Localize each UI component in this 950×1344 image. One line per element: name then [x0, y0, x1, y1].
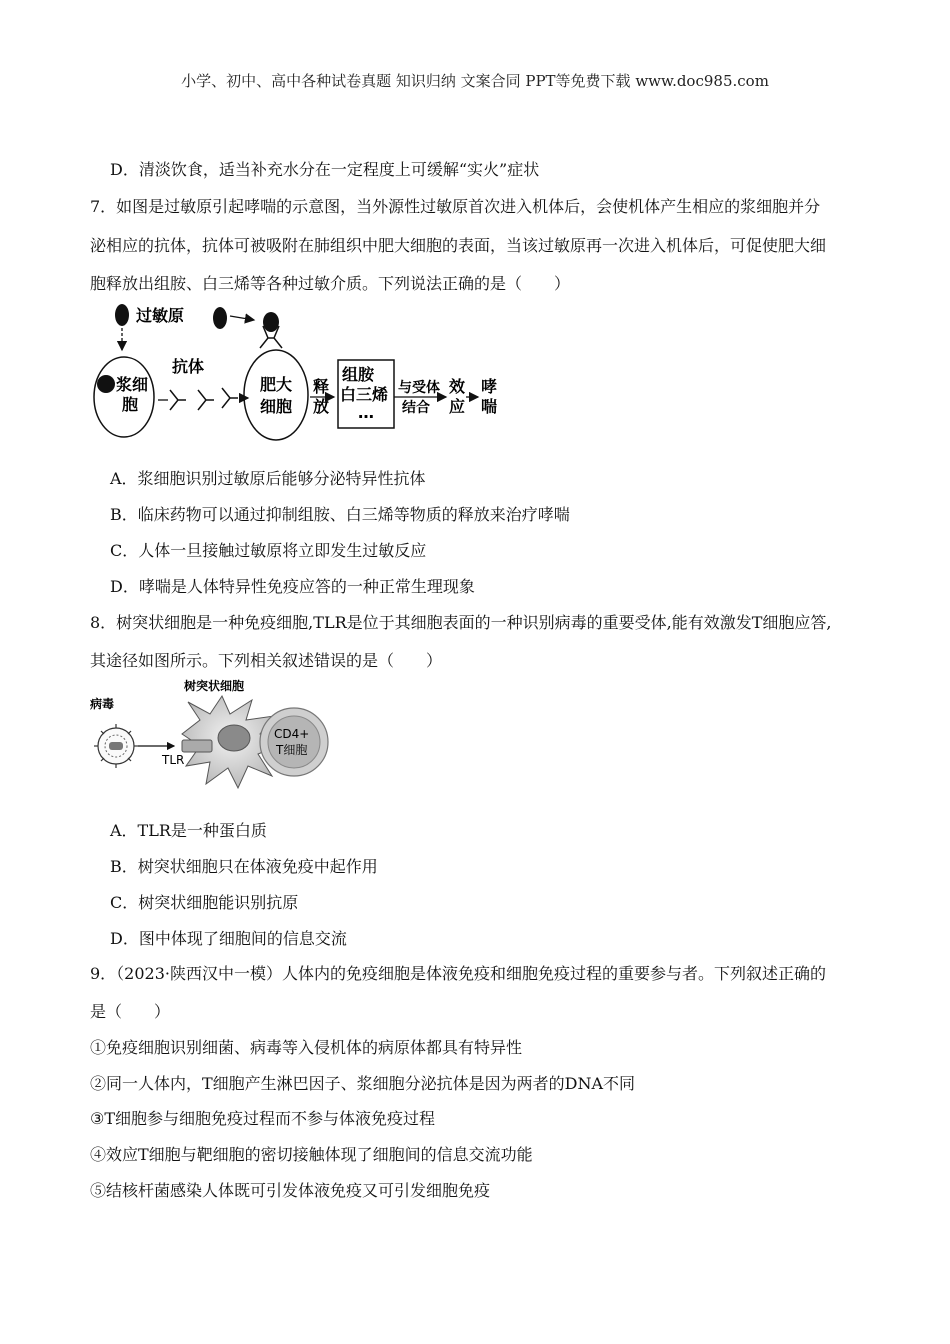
q8-stem-line-2: 其途径如图所示。下列相关叙述错误的是（ ）: [90, 651, 443, 670]
virus-icon: [94, 724, 138, 768]
q8-option-c: C．树突状细胞能识别抗原: [110, 893, 299, 912]
allergen-label: 过敏原: [136, 306, 185, 325]
dendritic-cell-label: 树突状细胞: [184, 679, 245, 693]
bind-label-1: 与受体: [398, 380, 440, 396]
t-cell-label-1: CD4+: [274, 727, 310, 741]
q8-option-d: D．图中体现了细胞间的信息交流: [110, 929, 347, 948]
q8-stem-line-1: 8．树突状细胞是一种免疫细胞,TLR是位于其细胞表面的一种识别病毒的重要受体,能有效激发T细胞应答,: [90, 613, 832, 632]
mediator-label-2: 白三烯: [340, 385, 389, 404]
tlr-label: TLR: [162, 753, 185, 767]
release-label-1: 释: [313, 377, 330, 396]
plasma-cell-label-1: 浆细: [116, 375, 149, 394]
q7-stem-line-3: 胞释放出组胺、白三烯等各种过敏介质。下列说法正确的是（ ）: [90, 274, 571, 293]
dendritic-nucleus: [218, 725, 250, 751]
bound-allergen: [263, 312, 279, 332]
plasma-cell-nucleus: [97, 375, 115, 393]
effect-label-1: 效: [449, 377, 466, 396]
allergen-particle-2: [213, 307, 227, 329]
q9-stem-line-2: 是（ ）: [90, 1002, 171, 1021]
q7-option-c: C．人体一旦接触过敏原将立即发生过敏反应: [110, 541, 427, 560]
q9-item-3: ③T细胞参与细胞免疫过程而不参与体液免疫过程: [90, 1109, 436, 1128]
release-label-2: 放: [313, 397, 330, 416]
antibody-label: 抗体: [172, 357, 205, 376]
virus-label: 病毒: [90, 697, 115, 711]
mast-cell: [244, 350, 308, 440]
t-cell-nucleus: [268, 716, 320, 768]
q7-stem-line-2: 泌相应的抗体，抗体可被吸附在肺组织中肥大细胞的表面，当该过敏原再一次进入机体后，可促使肥大细: [90, 236, 827, 255]
asthma-label-1: 哮: [481, 377, 498, 396]
q7-option-d: D．哮喘是人体特异性免疫应答的一种正常生理现象: [110, 577, 475, 596]
tlr-receptor: [182, 740, 212, 752]
t-cell-label-2: T细胞: [276, 743, 308, 757]
q8-dendritic-diagram: [88, 676, 338, 796]
mast-cell-label-2: 细胞: [260, 397, 293, 416]
effect-label-2: 应: [449, 397, 466, 416]
q9-item-2: ②同一人体内，T细胞产生淋巴因子、浆细胞分泌抗体是因为两者的DNA不同: [90, 1074, 636, 1093]
mediator-label-1: 组胺: [342, 365, 375, 384]
asthma-label-2: 喘: [481, 397, 498, 416]
q8-option-b: B．树突状细胞只在体液免疫中起作用: [110, 857, 378, 876]
q8-option-a: A．TLR是一种蛋白质: [110, 821, 267, 840]
mediator-label-3: …: [358, 403, 374, 422]
q7-stem-line-1: 7．如图是过敏原引起哮喘的示意图，当外源性过敏原首次进入机体后，会使机体产生相应的浆细胞并分: [90, 197, 821, 216]
q7-option-b: B．临床药物可以通过抑制组胺、白三烯等物质的释放来治疗哮喘: [110, 505, 570, 524]
q9-stem-line-1: 9．（2023·陕西汉中一模）人体内的免疫细胞是体液免疫和细胞免疫过程的重要参与者。下列叙述正确的: [90, 964, 826, 983]
plasma-cell-label-2: 胞: [122, 395, 139, 414]
allergen-particle: [115, 304, 129, 326]
mast-cell-label-1: 肥大: [260, 375, 293, 394]
bind-label-2: 结合: [402, 400, 430, 416]
q7-option-a: A．浆细胞识别过敏原后能够分泌特异性抗体: [110, 469, 426, 488]
allergen-arrow-2: [230, 316, 254, 320]
page-header: 小学、初中、高中各种试卷真题 知识归纳 文案合同 PPT等免费下载 www.doc985.com: [181, 72, 769, 90]
q9-item-5: ⑤结核杆菌感染人体既可引发体液免疫又可引发细胞免疫: [90, 1181, 491, 1200]
antibody-icons: [170, 388, 238, 410]
q6-option-d: D．清淡饮食，适当补充水分在一定程度上可缓解“实火”症状: [110, 160, 540, 179]
q9-item-4: ④效应T细胞与靶细胞的密切接触体现了细胞间的信息交流功能: [90, 1145, 533, 1164]
q9-item-1: ①免疫细胞识别细菌、病毒等入侵机体的病原体都具有特异性: [90, 1038, 523, 1057]
q7-allergy-diagram: [88, 300, 508, 450]
